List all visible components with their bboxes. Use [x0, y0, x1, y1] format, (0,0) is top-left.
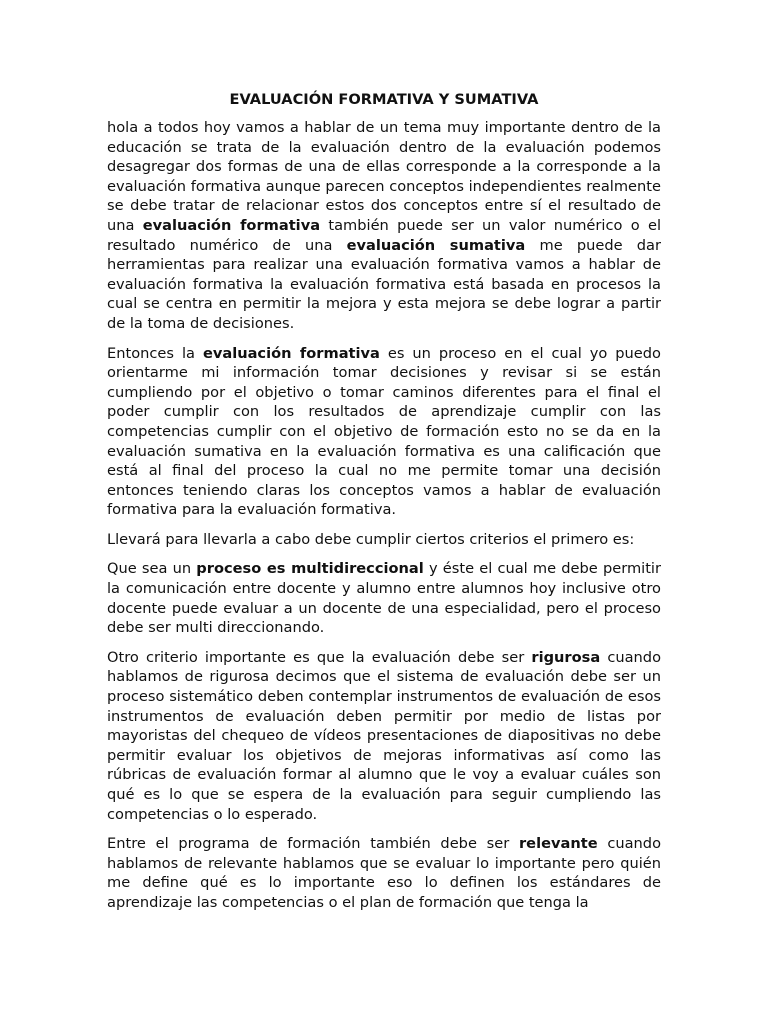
paragraph-4-bold-1: proceso es multidireccional	[196, 560, 424, 578]
paragraph-6-text-2: cuando hablamos de relevante hablamos que se evaluar lo importante pero quién me define qué es lo importante eso lo definen los estándares de aprendizaje las competencias o el plan de formación que tenga la	[107, 835, 662, 911]
paragraph-4-text-2: y éste el cual me debe permitir la comunicación entre docente y alumno entre alumnos hoy inclusive otro docente puede evaluar a un docente de una especialidad, pero el proceso debe ser multi direccionando.	[107, 560, 661, 637]
paragraph-2-bold-1: evaluación formativa	[202, 344, 380, 362]
paragraph-6	[107, 834, 661, 912]
document-page	[107, 90, 661, 923]
paragraph-2	[107, 344, 661, 520]
paragraph-1-bold-2: evaluación sumativa	[346, 236, 526, 254]
document-title: EVALUACIÓN FORMATIVA Y SUMATIVA	[229, 91, 539, 108]
paragraph-1-text-3: me puede dar herramientas para realizar una evaluación formativa vamos a hablar de evaluación formativa la evaluación formativa está basada en procesos la cual se centra en permitir la mejora y esta mejora se debe lograr a partir de la toma de decisiones.	[107, 236, 661, 332]
paragraph-3	[107, 530, 661, 550]
paragraph-1-text-1: hola a todos hoy vamos a hablar de un tema muy importante dentro de la educación se trata de la evaluación dentro de la evaluación podemos desagregar dos formas de una de ellas corresponde a la corresponde a la evaluación formativa aunque parecen conceptos independientes realmente se debe tratar de relacionar estos dos conceptos entre sí el resultado de una	[107, 119, 661, 234]
paragraph-4-text-1: Que sea un	[107, 560, 197, 578]
paragraph-2-text-2: es un proceso en el cual yo puedo orientarme mi información tomar decisiones y revisar si se están cumpliendo por el objetivo o tomar caminos diferentes para el final el poder cumplir con los resultados de aprendizaje cumplir con las competencias cumplir con el objetivo de formación esto no se da en la evaluación sumativa en la evaluación formativa es una calificación que está al final del proceso la cual no me permite tomar una decisión entonces teniendo claras los conceptos vamos a hablar de evaluación formativa para la evaluación formativa.	[107, 344, 661, 519]
paragraph-5-bold-1: rigurosa	[531, 648, 601, 666]
paragraph-4	[107, 559, 661, 637]
paragraph-1	[107, 118, 661, 334]
paragraph-5	[107, 648, 661, 824]
paragraph-5-text-1: Otro criterio importante es que la evaluación debe ser	[107, 648, 532, 666]
paragraph-5-text-2: cuando hablamos de rigurosa decimos que el sistema de evaluación debe ser un proceso sistemático deben contemplar instrumentos de evaluación de esos instrumentos de evaluación deben permitir por medio de listas por mayoristas del chequeo de vídeos presentaciones de diapositivas no debe permitir evaluar los objetivos de mejoras informativas así como las rúbricas de evaluación formar al alumno que le voy a evaluar cuáles son qué es lo que se espera de la evaluación para seguir cumpliendo las competencias o lo esperado.	[107, 648, 661, 823]
paragraph-1-text-2: también puede ser un valor numérico o el resultado numérico de una	[107, 216, 662, 254]
paragraph-6-bold-1: relevante	[518, 835, 598, 853]
paragraph-3-text-1: Llevará para llevarla a cabo debe cumplir ciertos criterios el primero es:	[107, 530, 635, 548]
paragraph-2-text-1: Entonces la	[107, 344, 203, 362]
paragraph-1-bold-1: evaluación formativa	[142, 216, 321, 234]
paragraph-6-text-1: Entre el programa de formación también debe ser	[107, 835, 519, 853]
